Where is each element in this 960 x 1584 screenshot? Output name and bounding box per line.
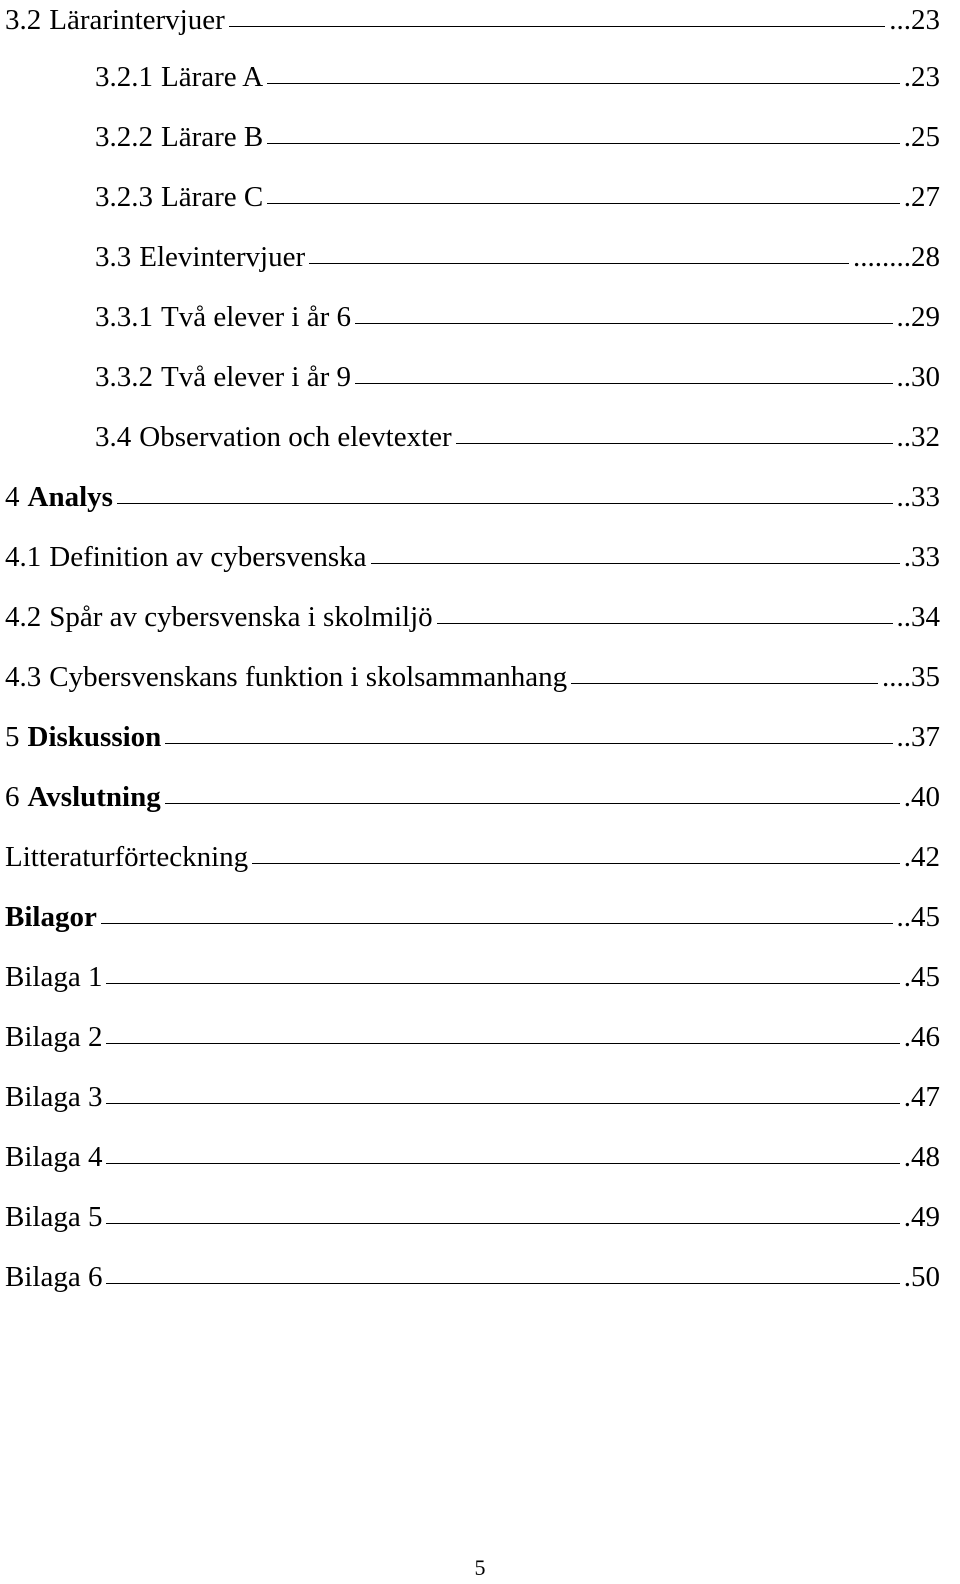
toc-entry: [0, 1197, 960, 1237]
toc-entry-page: ...23: [889, 4, 940, 36]
toc-entry: [0, 657, 960, 697]
toc-leader-line: [106, 1163, 899, 1164]
toc-entry-number: 5: [5, 721, 20, 753]
toc-entry-number: 3.4: [95, 421, 132, 453]
toc-leader-line: [437, 623, 893, 624]
toc-leader-line: [267, 203, 900, 204]
page-number: 5: [474, 1555, 486, 1580]
toc-leader-line: [267, 143, 900, 144]
toc-entry-number: 4.3: [5, 661, 42, 693]
toc-entry-title: Litteraturförteckning: [5, 841, 249, 873]
toc-entry: [0, 117, 960, 157]
toc-entry-number: 3.3.2: [95, 361, 153, 393]
toc-entry-page: ....35: [882, 661, 940, 693]
toc-entry-page: .23: [903, 61, 940, 93]
toc-leader-line: [267, 83, 900, 84]
toc-leader-line: [101, 923, 893, 924]
toc-entry-number: 3.2.3: [95, 181, 153, 213]
toc-entry: [0, 0, 960, 40]
toc-leader-line: [371, 563, 900, 564]
toc-entry: [0, 357, 960, 397]
toc-leader-line: [252, 863, 900, 864]
toc-entry-page: .27: [903, 181, 940, 213]
toc-entry-title: Cybersvenskans funktion i skolsammanhang: [49, 661, 568, 693]
toc-leader-line: [165, 743, 892, 744]
toc-entry-page: .50: [903, 1261, 940, 1293]
toc-entry-title: Bilaga 1: [5, 961, 103, 993]
toc-entry: [0, 897, 960, 937]
toc-entry-page: .33: [903, 541, 940, 573]
toc-entry-title: Elevintervjuer: [139, 241, 306, 273]
toc-leader-line: [165, 803, 900, 804]
toc-leader-line: [106, 1043, 899, 1044]
toc-leader-line: [355, 383, 892, 384]
toc-entry-title: Definition av cybersvenska: [49, 541, 367, 573]
toc-leader-line: [106, 983, 899, 984]
toc-entry-title: Diskussion: [27, 721, 162, 753]
toc-entry-page: .45: [903, 961, 940, 993]
toc-entry-title: Bilaga 3: [5, 1081, 103, 1113]
toc-entry-page: .49: [903, 1201, 940, 1233]
toc-entry-number: 6: [5, 781, 20, 813]
toc-leader-line: [229, 26, 885, 27]
toc-entry-page: .48: [903, 1141, 940, 1173]
toc-entry: [0, 537, 960, 577]
toc-leader-line: [571, 683, 878, 684]
toc-entry-page: .40: [903, 781, 940, 813]
toc-entry: [0, 597, 960, 637]
toc-entry: [0, 717, 960, 757]
toc-entry-number: 3.2.2: [95, 121, 153, 153]
toc-leader-line: [117, 503, 893, 504]
toc-entry-page: ..30: [896, 361, 940, 393]
toc-entry-title: Lärare B: [161, 121, 264, 153]
toc-entry-number: 4.2: [5, 601, 42, 633]
toc-entry: [0, 957, 960, 997]
toc-entry-title: Bilaga 4: [5, 1141, 103, 1173]
toc-entry: [0, 237, 960, 277]
toc-entry: [0, 1257, 960, 1297]
toc-entry-page: ..34: [896, 601, 940, 633]
toc-entry: [0, 477, 960, 517]
toc-entry-title: Bilaga 6: [5, 1261, 103, 1293]
toc-entry-number: 3.2.1: [95, 61, 153, 93]
toc-entry: [0, 1137, 960, 1177]
toc-entry-page: ..33: [896, 481, 940, 513]
toc-leader-line: [456, 443, 893, 444]
toc-leader-line: [309, 263, 849, 264]
toc-entry-page: ..32: [896, 421, 940, 453]
toc-entry-page: .25: [903, 121, 940, 153]
toc-entry-number: 3.3.1: [95, 301, 153, 333]
toc-entry: [0, 837, 960, 877]
toc-entry-title: Bilaga 5: [5, 1201, 103, 1233]
toc-entry-title: Bilagor: [5, 901, 97, 933]
toc-entry-number: 4.1: [5, 541, 42, 573]
toc-leader-line: [106, 1223, 899, 1224]
toc-entry: [0, 297, 960, 337]
toc-entry-title: Lärare C: [161, 181, 264, 213]
toc-entry-title: Avslutning: [27, 781, 161, 813]
toc-entry-page: ..29: [896, 301, 940, 333]
toc-leader-line: [106, 1103, 899, 1104]
toc-entry-title: Bilaga 2: [5, 1021, 103, 1053]
toc-leader-line: [355, 323, 892, 324]
toc-entry-page: ..37: [896, 721, 940, 753]
toc-entry-page: .46: [903, 1021, 940, 1053]
toc-entry: [0, 177, 960, 217]
toc-entry-page: .42: [903, 841, 940, 873]
toc-entry-number: 4: [5, 481, 20, 513]
toc-entry: [0, 1017, 960, 1057]
toc-entry-title: Observation och elevtexter: [139, 421, 452, 453]
toc-entry: [0, 57, 960, 97]
toc-entry: [0, 777, 960, 817]
toc-entry-page: ........28: [853, 241, 940, 273]
toc-entry-page: .47: [903, 1081, 940, 1113]
toc-entry-number: 3.2: [5, 4, 42, 36]
toc-entry-title: Två elever i år 6: [161, 301, 352, 333]
toc-entry-title: Två elever i år 9: [161, 361, 352, 393]
toc-entry-title: Lärarintervjuer: [49, 4, 225, 36]
toc-entry-page: ..45: [896, 901, 940, 933]
toc-entry-title: Analys: [27, 481, 113, 513]
toc-entry: [0, 417, 960, 457]
toc-leader-line: [106, 1283, 899, 1284]
toc-entry-number: 3.3: [95, 241, 132, 273]
toc-entry: [0, 1077, 960, 1117]
toc-entry-title: Lärare A: [161, 61, 264, 93]
toc-entry-title: Spår av cybersvenska i skolmiljö: [49, 601, 433, 633]
